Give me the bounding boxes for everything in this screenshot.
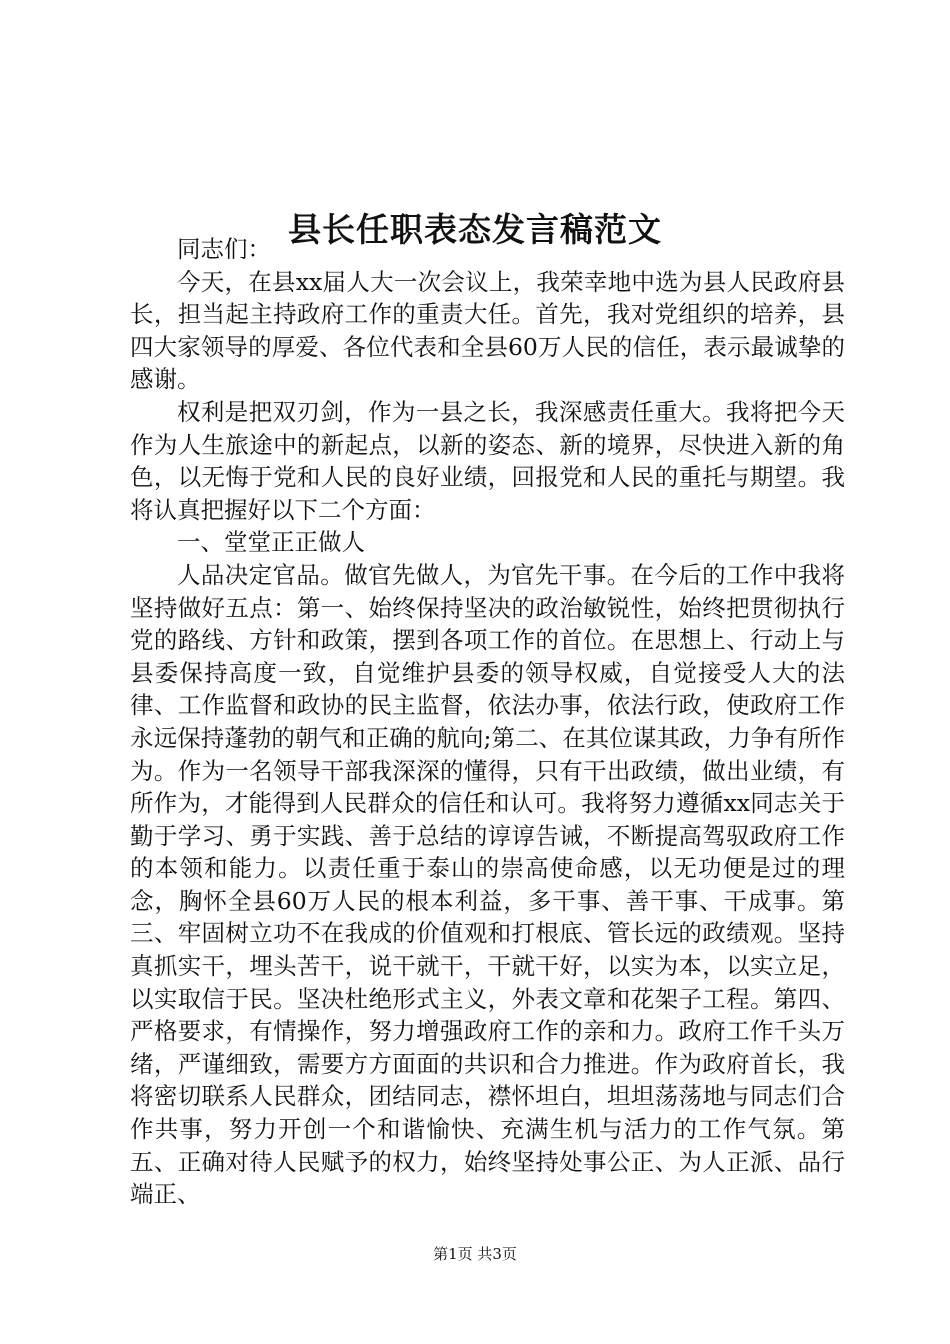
body-paragraph: 今天，在县xx届人大一次会议上，我荣幸地中选为县人民政府县长，担当起主持政府工作的重责大任。首先，我对党组织的培养，县四大家领导的厚爱、各位代表和全县60万人民的信任，表示最诚挚的感谢。	[130, 267, 845, 394]
body-paragraph: 权利是把双刃剑，作为一县之长，我深感责任重大。我将把今天作为人生旅途中的新起点，以新的姿态、新的境界，尽快进入新的角色，以无悔于党和人民的良好业绩，回报党和人民的重托与期望。我将认真把握好以下二个方面：	[130, 397, 845, 524]
salutation-paragraph: 同志们：	[177, 235, 271, 263]
page-title: 县长任职表态发言稿范文	[288, 210, 662, 250]
document-body	[130, 233, 845, 1211]
body-paragraph: 人品决定官品。做官先做人，为官先干事。在今后的工作中我将坚持做好五点：第一、始终保持坚决的政治敏锐性，始终把贯彻执行党的路线、方针和政策，摆到各项工作的首位。在思想上、行动上与县委保持高度一致，自觉维护县委的领导权威，自觉接受人大的法律、工作监督和政协的民主监督，依法办事，依法行政，使政府工作永远保持蓬勃的朝气和正确的航向;第二、在其位谋其政，力争有所作为。作为一名领导干部我深深的懂得，只有干出政绩，做出业绩，有所作为，才能得到人民群众的信任和认可。我将努力遵循xx同志关于勤于学习、勇于实践、善于总结的谆谆告诫，不断提高驾驭政府工作的本领和能力。以责任重于泰山的崇高使命感，以无功便是过的理念，胸怀全县60万人民的根本利益，多干事、善干事、干成事。第三、牢固树立功不在我成的价值观和打根底、管长远的政绩观。坚持真抓实干，埋头苦干，说干就干，干就干好，以实为本，以实立足，以实取信于民。坚决杜绝形式主义，外表文章和花架子工程。第四、严格要求，有情操作，努力增强政府工作的亲和力。政府工作千头万绪，严谨细致，需要方方面面的共识和合力推进。作为政府首长，我将密切联系人民群众，团结同志，襟怀坦白，坦坦荡荡地与同志们合作共事，努力开创一个和谐愉快、充满生机与活力的工作气氛。第五、正确对待人民赋予的权力，始终坚持处事公正、为人正派、品行端正、	[130, 560, 845, 1209]
section-heading: 一、堂堂正正做人	[177, 528, 365, 557]
page-footer: 第1页 共3页	[433, 1245, 517, 1263]
